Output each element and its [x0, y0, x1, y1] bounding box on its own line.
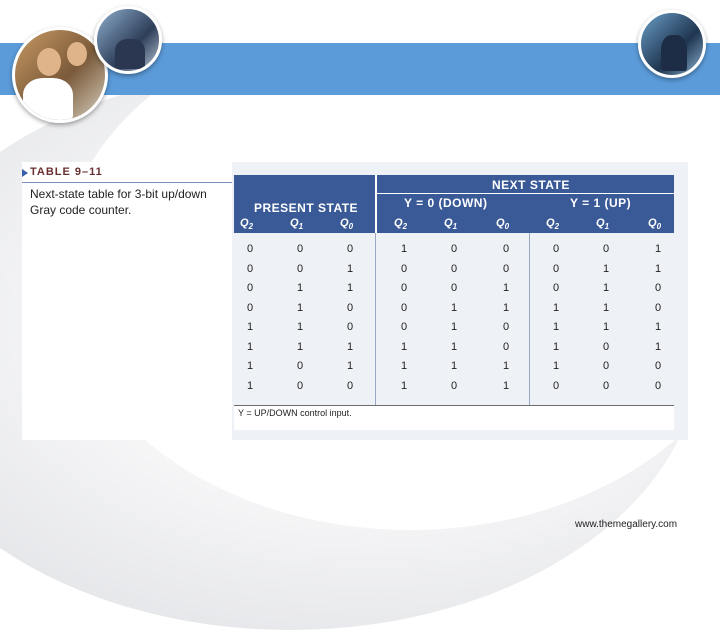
table-cell: 0 — [450, 262, 458, 275]
table-cell: 1 — [346, 340, 354, 353]
table-cell: 1 — [246, 321, 254, 333]
table-cell: 0 — [346, 379, 354, 392]
table-cell: 0 — [400, 301, 408, 314]
table-cell: 0 — [654, 360, 662, 372]
table-cell: 0 — [246, 262, 254, 275]
table-cell: 1 — [654, 321, 662, 333]
table-cell: 0 — [246, 243, 254, 255]
column-header: $Q_2$ — [394, 217, 408, 232]
table-cell: 0 — [450, 282, 458, 294]
table-cell: 0 — [296, 262, 304, 275]
table-cell: 1 — [296, 301, 304, 314]
footnote-rule — [234, 405, 674, 406]
table-number: TABLE 9–11 — [30, 166, 103, 178]
table-caption-panel — [22, 162, 232, 440]
table-cell: 1 — [552, 301, 560, 314]
table-header — [234, 175, 674, 233]
table-cell: 1 — [602, 282, 610, 294]
table-cell: 0 — [346, 243, 354, 255]
up-heading: Y = 1 (UP) — [570, 196, 632, 210]
column-header: $Q_0$ — [496, 217, 510, 232]
table-cell: 1 — [552, 360, 560, 372]
caption-rule — [22, 182, 232, 183]
table-cell: 1 — [346, 262, 354, 275]
handshake-photo — [94, 6, 162, 74]
present-state-heading: PRESENT STATE — [254, 201, 359, 215]
table-cell: 0 — [552, 243, 560, 255]
table-cell: 1 — [450, 340, 458, 353]
column-divider — [375, 233, 376, 405]
table-footnote: Y = UP/DOWN control input. — [238, 408, 352, 418]
table-cell: 1 — [502, 379, 510, 392]
table-cell: 0 — [246, 282, 254, 294]
table-cell: 0 — [296, 243, 304, 255]
table-cell: 0 — [552, 379, 560, 392]
table-cell: 0 — [602, 243, 610, 255]
table-cell: 1 — [654, 262, 662, 275]
next-state-heading: NEXT STATE — [492, 178, 570, 192]
table-cell: 1 — [450, 360, 458, 372]
column-divider — [529, 233, 530, 405]
column-header: $Q_1$ — [290, 217, 304, 232]
table-cell: 0 — [296, 379, 304, 392]
table-cell: 0 — [296, 360, 304, 372]
table-cell: 1 — [400, 243, 408, 255]
down-heading: Y = 0 (DOWN) — [404, 196, 488, 210]
table-cell: 1 — [246, 360, 254, 372]
table-cell: 0 — [346, 301, 354, 314]
office-worker-photo — [638, 10, 706, 78]
table-cell: 0 — [346, 321, 354, 333]
table-cell: 0 — [654, 301, 662, 314]
table-caption: Next-state table for 3-bit up/down Gray code counter. — [30, 187, 207, 217]
table-cell: 0 — [450, 243, 458, 255]
table-cell: 1 — [552, 321, 560, 333]
table-cell: 1 — [400, 340, 408, 353]
table-cell: 0 — [502, 340, 510, 353]
next-state-table — [234, 175, 674, 430]
column-header: $Q_2$ — [240, 217, 254, 232]
site-credit: www.themegallery.com — [575, 519, 678, 530]
table-cell: 1 — [246, 340, 254, 353]
table-cell: 0 — [502, 243, 510, 255]
table-cell: 1 — [450, 321, 458, 333]
table-cell: 1 — [400, 360, 408, 372]
header-divider — [375, 175, 377, 233]
header-rule — [375, 193, 674, 194]
table-cell: 1 — [346, 360, 354, 372]
table-cell: 1 — [400, 379, 408, 392]
column-header: $Q_1$ — [596, 217, 610, 232]
column-header: $Q_2$ — [546, 217, 560, 232]
table-cell: 1 — [296, 340, 304, 353]
table-cell: 0 — [654, 282, 662, 294]
table-cell: 1 — [296, 321, 304, 333]
table-cell: 0 — [400, 282, 408, 294]
column-header: $Q_0$ — [648, 217, 662, 232]
table-cell: 1 — [502, 282, 510, 294]
table-cell: 0 — [502, 262, 510, 275]
table-cell: 0 — [246, 301, 254, 314]
table-cell: 1 — [602, 321, 610, 333]
table-cell: 1 — [654, 340, 662, 353]
table-cell: 1 — [602, 301, 610, 314]
triangle-marker-icon — [22, 169, 28, 177]
table-cell: 0 — [400, 262, 408, 275]
table-cell: 1 — [502, 301, 510, 314]
table-cell: 0 — [602, 379, 610, 392]
table-cell: 0 — [602, 340, 610, 353]
table-cell: 0 — [654, 379, 662, 392]
column-header: $Q_0$ — [340, 217, 354, 232]
table-cell: 0 — [552, 282, 560, 294]
table-cell: 1 — [296, 282, 304, 294]
table-cell: 1 — [552, 340, 560, 353]
table-cell: 0 — [400, 321, 408, 333]
table-cell: 0 — [502, 321, 510, 333]
table-cell: 0 — [552, 262, 560, 275]
table-cell: 0 — [602, 360, 610, 372]
table-cell: 1 — [602, 262, 610, 275]
column-header: $Q_1$ — [444, 217, 458, 232]
table-cell: 1 — [346, 282, 354, 294]
table-cell: 1 — [654, 243, 662, 255]
table-cell: 1 — [502, 360, 510, 372]
table-cell: 0 — [450, 379, 458, 392]
table-cell: 1 — [450, 301, 458, 314]
table-cell: 1 — [246, 379, 254, 392]
